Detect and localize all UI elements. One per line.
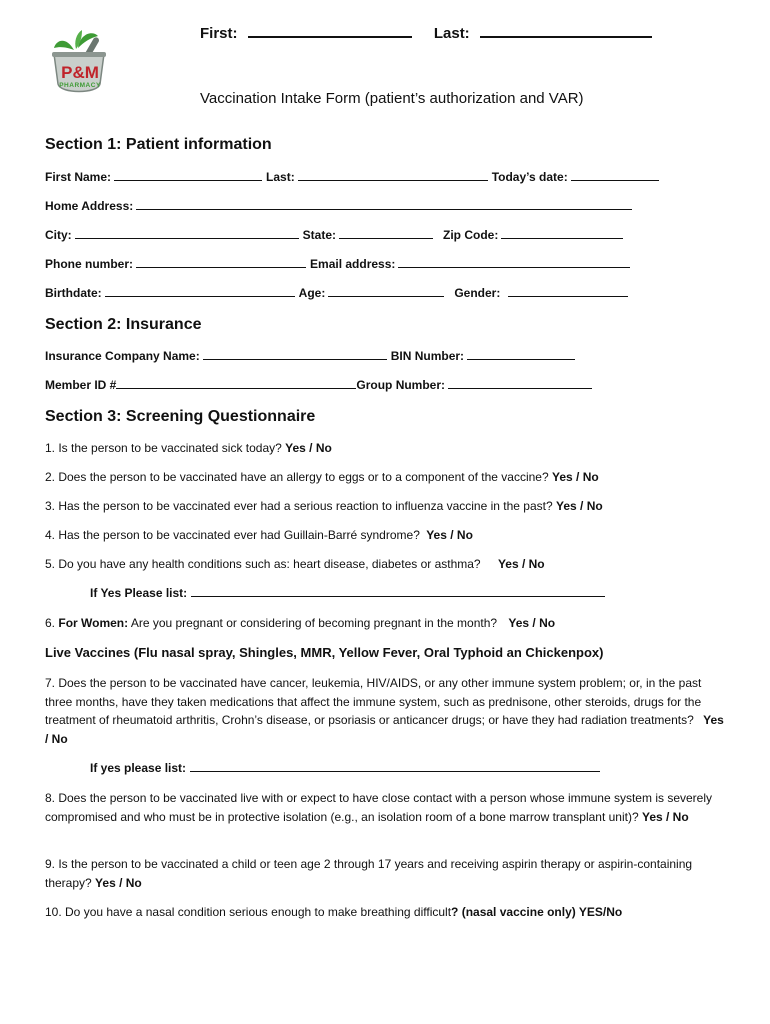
group-number-label: Group Number:	[356, 378, 446, 392]
home-address-label: Home Address:	[45, 199, 134, 213]
age-label: Age:	[298, 286, 326, 300]
question-6-number: 6.	[45, 616, 56, 630]
row-phone	[45, 256, 634, 272]
question-5	[45, 555, 725, 574]
logo-name: P&M	[61, 63, 99, 82]
question-1	[45, 439, 725, 458]
group-number-field[interactable]	[448, 377, 592, 389]
question-9-answer[interactable]: Yes / No	[95, 875, 142, 890]
form-title: Vaccination Intake Form (patient’s authorization and VAR)	[200, 90, 584, 107]
row-city	[45, 227, 627, 243]
question-6-text: Are you pregnant or considering of becoming pregnant in the month?	[130, 616, 498, 630]
city-field[interactable]	[75, 227, 299, 239]
pharmacy-logo	[48, 28, 110, 100]
question-6-women-label: For Women:	[58, 616, 129, 630]
email-field[interactable]	[398, 256, 630, 268]
question-3	[45, 497, 725, 516]
phone-field[interactable]	[136, 256, 306, 268]
question-7-list-row	[90, 760, 600, 775]
question-10-text: 10. Do you have a nasal condition serious enough to make breathing difficult	[45, 905, 452, 919]
question-1-answer[interactable]: Yes / No	[285, 441, 332, 455]
question-1-text: 1. Is the person to be vaccinated sick today?	[45, 441, 282, 455]
row-insurance	[45, 348, 579, 364]
birthdate-label: Birthdate:	[45, 286, 102, 300]
question-9	[45, 855, 725, 892]
row-address	[45, 198, 636, 214]
todays-date-label: Today’s date:	[491, 170, 568, 184]
question-2-answer[interactable]: Yes / No	[552, 470, 599, 484]
live-vaccines-heading: Live Vaccines (Flu nasal spray, Shingles, MMR, Yellow Fever, Oral Typhoid an Chickenpox)	[45, 645, 604, 660]
question-4	[45, 526, 725, 545]
question-8-text: 8. Does the person to be vaccinated live with or expect to have close contact with a person whose immune system is severely compromised and who must be in protective isolation (e.g., an isolation room of a bone marrow transplant unit)?	[45, 791, 712, 824]
question-3-answer[interactable]: Yes / No	[556, 499, 603, 513]
question-4-text: 4. Has the person to be vaccinated ever had Guillain-Barré syndrome?	[45, 528, 420, 542]
first-label: First:	[200, 25, 238, 42]
email-label: Email address:	[310, 257, 396, 271]
last-name-label: Last:	[266, 170, 295, 184]
member-id-label: Member ID #	[45, 378, 117, 392]
gender-field[interactable]	[508, 285, 628, 297]
question-5-list-row	[90, 585, 605, 600]
last-blank[interactable]	[480, 24, 652, 38]
question-9-text: 9. Is the person to be vaccinated a child or teen age 2 through 17 years and receiving aspirin therapy or aspirin-containing therapy?	[45, 857, 693, 890]
question-3-text: 3. Has the person to be vaccinated ever had a serious reaction to influenza vaccine in the past?	[45, 499, 553, 513]
city-label: City:	[45, 228, 72, 242]
bin-field[interactable]	[467, 348, 575, 360]
state-field[interactable]	[339, 227, 433, 239]
question-6-answer[interactable]: Yes / No	[508, 616, 556, 630]
section2-title: Section 2: Insurance	[45, 316, 202, 333]
question-8-answer[interactable]: Yes / No	[641, 809, 689, 824]
first-name-field[interactable]	[114, 169, 262, 181]
home-address-field[interactable]	[136, 198, 632, 210]
question-5-answer[interactable]: Yes / No	[497, 557, 545, 571]
question-7-list-field[interactable]	[190, 760, 600, 772]
question-7-list-label: If yes please list:	[90, 761, 187, 775]
question-7	[45, 674, 725, 748]
question-4-answer[interactable]: Yes / No	[426, 528, 473, 542]
first-name-label: First Name:	[45, 170, 112, 184]
header-name-row	[200, 24, 652, 42]
question-2-text: 2. Does the person to be vaccinated have an allergy to eggs or to a component of the vaccine?	[45, 470, 549, 484]
last-name-field[interactable]	[298, 169, 488, 181]
phone-label: Phone number:	[45, 257, 134, 271]
question-5-text: 5. Do you have any health conditions such as: heart disease, diabetes or asthma?	[45, 557, 481, 571]
state-label: State:	[302, 228, 337, 242]
member-id-field[interactable]	[116, 377, 356, 389]
row-birthdate	[45, 285, 632, 301]
question-8	[45, 789, 725, 826]
question-5-list-field[interactable]	[191, 585, 605, 597]
insurance-company-field[interactable]	[203, 348, 387, 360]
last-label: Last:	[433, 25, 470, 42]
section1-title: Section 1: Patient information	[45, 136, 272, 153]
insurance-company-label: Insurance Company Name:	[45, 349, 200, 363]
zip-field[interactable]	[501, 227, 623, 239]
row-name-date	[45, 169, 663, 185]
logo-sub: PHARMACY	[59, 82, 101, 89]
question-10	[45, 903, 725, 922]
age-field[interactable]	[328, 285, 444, 297]
question-6	[45, 614, 725, 633]
birthdate-field[interactable]	[105, 285, 295, 297]
question-7-text: 7. Does the person to be vaccinated have cancer, leukemia, HIV/AIDS, or any other immune system problem; or, in the past three months, have they taken medications that affect the immune system, such as prednisone, other steroids, drugs for the treatment of rheumatoid arthritis, Crohn’s disease, or psoriasis or anticancer drugs; or have they had radiation treatments?	[45, 676, 702, 727]
question-5-list-label: If Yes Please list:	[90, 586, 188, 600]
zip-label: Zip Code:	[443, 228, 499, 242]
section3-title: Section 3: Screening Questionnaire	[45, 408, 316, 425]
question-2	[45, 468, 725, 487]
row-member	[45, 377, 596, 393]
bin-label: BIN Number:	[390, 349, 465, 363]
question-10-answer[interactable]: ? (nasal vaccine only) YES/No	[451, 905, 623, 919]
question-7-answer[interactable]: Yes / No	[45, 713, 724, 746]
gender-label: Gender:	[454, 286, 501, 300]
todays-date-field[interactable]	[571, 169, 659, 181]
first-blank[interactable]	[248, 24, 412, 38]
